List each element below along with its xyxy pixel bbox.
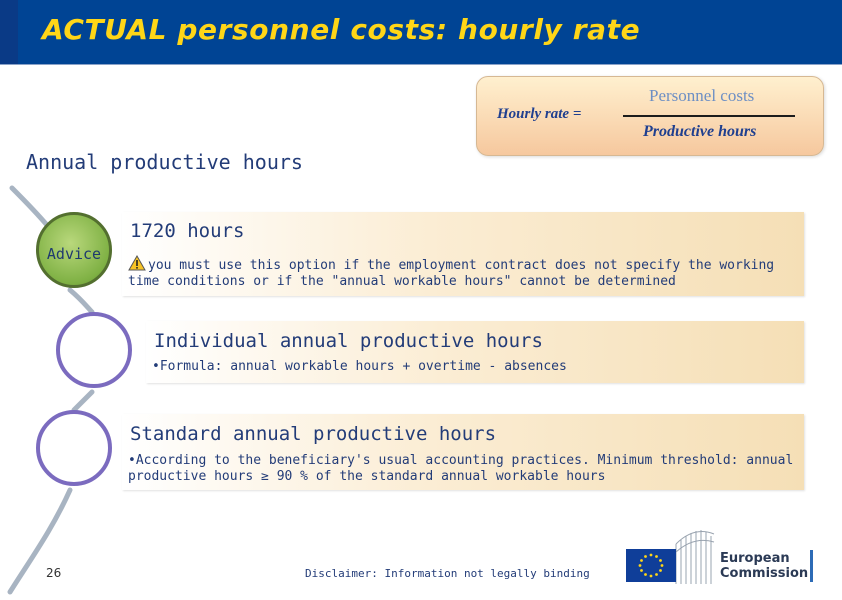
card-text bbox=[128, 255, 804, 290]
card-text-body: you must use this option if the employment contract does not specify the working time conditions or if the "annual workable hours" cannot be determined bbox=[128, 258, 775, 289]
logo-text bbox=[720, 551, 808, 581]
formula-lhs: Hourly rate = bbox=[497, 106, 582, 122]
logo-line-1: European bbox=[720, 551, 790, 566]
card-title: Individual annual productive hours bbox=[154, 330, 543, 352]
header-bar bbox=[0, 0, 842, 65]
page-number: 26 bbox=[46, 566, 62, 580]
formula-denominator: Productive hours bbox=[643, 123, 757, 140]
logo-accent-bar bbox=[810, 550, 813, 582]
timeline-circle-2 bbox=[56, 312, 132, 388]
section-heading: Annual productive hours bbox=[26, 150, 303, 174]
eu-flag-icon bbox=[626, 549, 676, 582]
fraction-bar bbox=[623, 115, 795, 117]
card-text: •Formula: annual workable hours + overtime - absences bbox=[152, 359, 567, 374]
disclaimer: Disclaimer: Information not legally binding bbox=[305, 567, 590, 580]
advice-label: Advice bbox=[46, 245, 102, 263]
european-commission-logo bbox=[606, 526, 816, 586]
card-text: •According to the beneficiary's usual accounting practices. Minimum threshold: annual productive hours ≥ 90 % of the standard annual workable hours bbox=[128, 453, 794, 484]
option-card-individual bbox=[146, 321, 804, 383]
logo-line-2: Commission bbox=[720, 566, 809, 581]
timeline-circle-3 bbox=[36, 410, 112, 486]
formula-numerator: Personnel costs bbox=[649, 86, 755, 105]
formula-box bbox=[476, 76, 824, 156]
header-tab bbox=[0, 0, 18, 64]
slide-title: ACTUAL personnel costs: hourly rate bbox=[42, 13, 641, 46]
warning-icon bbox=[128, 255, 146, 271]
card-title: Standard annual productive hours bbox=[130, 423, 497, 445]
option-card-1720 bbox=[122, 212, 804, 296]
card-title: 1720 hours bbox=[130, 220, 245, 242]
advice-circle bbox=[36, 212, 112, 288]
option-card-standard bbox=[122, 414, 804, 490]
